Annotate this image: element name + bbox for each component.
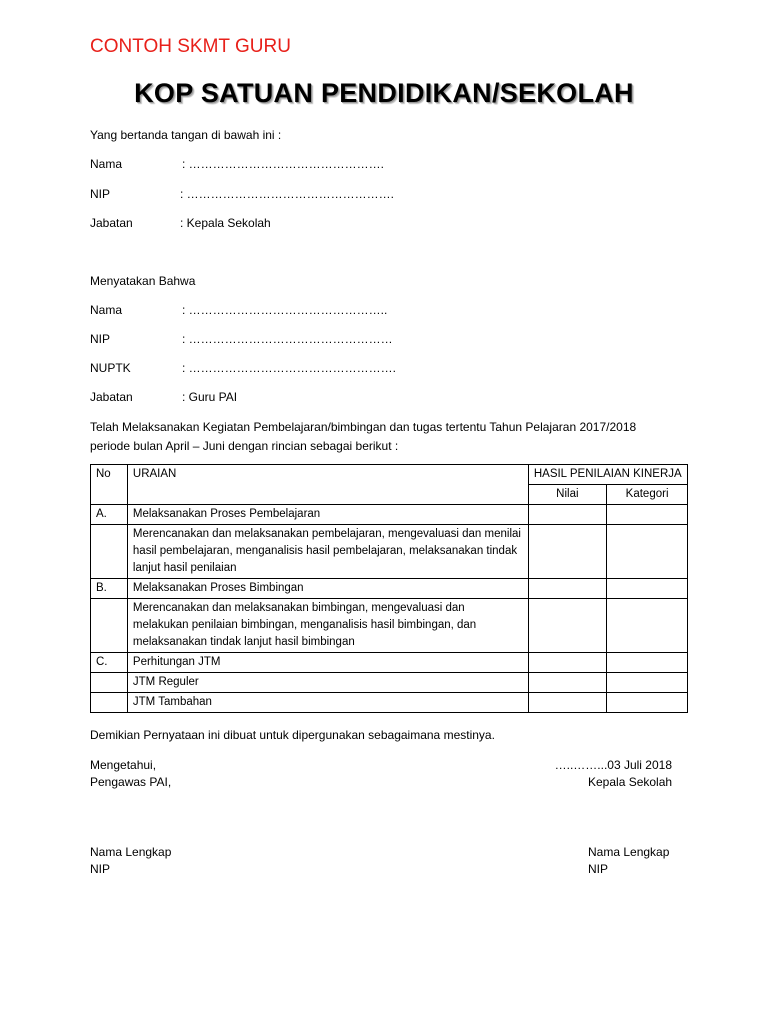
signer-nama-value: : …………………………………………. (182, 157, 385, 171)
subject-intro: Menyatakan Bahwa (90, 274, 196, 288)
header-hasil: HASIL PENILAIAN KINERJA (528, 465, 687, 485)
subject-nuptk-value: : ……………………………………………. (182, 361, 397, 375)
subject-nama-row (90, 303, 387, 317)
right-nama-lengkap: Nama Lengkap (588, 845, 670, 859)
kepala-label: Kepala Sekolah (588, 775, 673, 789)
table-row (91, 579, 688, 599)
table-row (91, 673, 688, 693)
row-kategori[interactable] (607, 579, 688, 599)
subject-nuptk-row (90, 361, 396, 375)
date-line: …..……...03 Juli 2018 (554, 758, 672, 772)
row-nilai[interactable] (528, 693, 607, 713)
subject-nama-label: Nama (90, 303, 123, 317)
table-row (91, 693, 688, 713)
signer-jabatan-label: Jabatan (90, 216, 133, 230)
row-nilai[interactable] (528, 673, 607, 693)
row-uraian: Merencanakan dan melaksanakan pembelajaran, mengevaluasi dan menilai hasil pembelajaran, menganalisis hasil pembelajaran, melaksanakan tindak lanjut hasil penilaian (127, 525, 528, 579)
letterhead-title: KOP SATUAN PENDIDIKAN/SEKOLAH (134, 78, 634, 108)
subject-jabatan-label: Jabatan (90, 390, 133, 404)
signer-nama-label: Nama (90, 157, 123, 171)
header-no: No (91, 465, 128, 505)
closing-text: Demikian Pernyataan ini dibuat untuk dipergunakan sebagaimana mestinya. (90, 728, 495, 742)
statement-line-2: periode bulan April – Juni dengan rincian sebagai berikut : (90, 439, 399, 453)
row-uraian: Merencanakan dan melaksanakan bimbingan, mengevaluasi dan melakukan penilaian bimbingan, menganalisis hasil bimbingan, dan melaksanakan tindak lanjut hasil bimbingan (127, 599, 528, 653)
row-no (91, 673, 128, 693)
table-row (91, 599, 688, 653)
header-kategori: Kategori (607, 485, 688, 505)
row-uraian: Melaksanakan Proses Pembelajaran (127, 505, 528, 525)
row-uraian: Perhitungan JTM (127, 653, 528, 673)
signer-nip-row (90, 187, 394, 201)
mengetahui-label: Mengetahui, (90, 758, 157, 772)
subject-jabatan-value: : Guru PAI (182, 390, 238, 404)
row-kategori[interactable] (607, 693, 688, 713)
row-nilai[interactable] (528, 579, 607, 599)
evaluation-table (90, 464, 688, 713)
left-nama-lengkap: Nama Lengkap (90, 845, 172, 859)
row-no: B. (91, 579, 128, 599)
signer-nip-value: : ……………………………………………. (180, 187, 395, 201)
left-nip: NIP (90, 862, 111, 876)
row-uraian: JTM Reguler (127, 673, 528, 693)
subject-nip-row (90, 332, 393, 346)
row-no (91, 693, 128, 713)
pengawas-label: Pengawas PAI, (90, 775, 172, 789)
header-uraian: URAIAN (127, 465, 528, 505)
row-no (91, 599, 128, 653)
subject-jabatan-row (90, 390, 237, 404)
row-uraian: Melaksanakan Proses Bimbingan (127, 579, 528, 599)
table-row (91, 525, 688, 579)
row-no: A. (91, 505, 128, 525)
subject-nama-value: : ………………………………………….. (182, 303, 388, 317)
row-nilai[interactable] (528, 525, 607, 579)
table-header-row (91, 465, 688, 485)
subject-nip-label: NIP (90, 332, 111, 346)
header-nilai: Nilai (528, 485, 607, 505)
row-kategori[interactable] (607, 599, 688, 653)
signer-jabatan-value: : Kepala Sekolah (180, 216, 271, 230)
row-kategori[interactable] (607, 525, 688, 579)
row-no: C. (91, 653, 128, 673)
signer-jabatan-row (90, 216, 271, 230)
signer-intro: Yang bertanda tangan di bawah ini : (90, 128, 282, 142)
row-nilai[interactable] (528, 599, 607, 653)
row-nilai[interactable] (528, 505, 607, 525)
table-row (91, 653, 688, 673)
subject-nuptk-label: NUPTK (90, 361, 131, 375)
subject-nip-value: : …………………………………………… (182, 332, 393, 346)
row-kategori[interactable] (607, 653, 688, 673)
document-label: CONTOH SKMT GURU (90, 36, 291, 57)
table-row (91, 505, 688, 525)
right-nip: NIP (588, 862, 609, 876)
signer-nip-label: NIP (90, 187, 111, 201)
row-nilai[interactable] (528, 653, 607, 673)
row-uraian: JTM Tambahan (127, 693, 528, 713)
row-kategori[interactable] (607, 673, 688, 693)
row-kategori[interactable] (607, 505, 688, 525)
signer-nama-row (90, 157, 384, 171)
statement-line-1: Telah Melaksanakan Kegiatan Pembelajaran/bimbingan dan tugas tertentu Tahun Pelajaran 2017/2018 (90, 420, 637, 434)
row-no (91, 525, 128, 579)
